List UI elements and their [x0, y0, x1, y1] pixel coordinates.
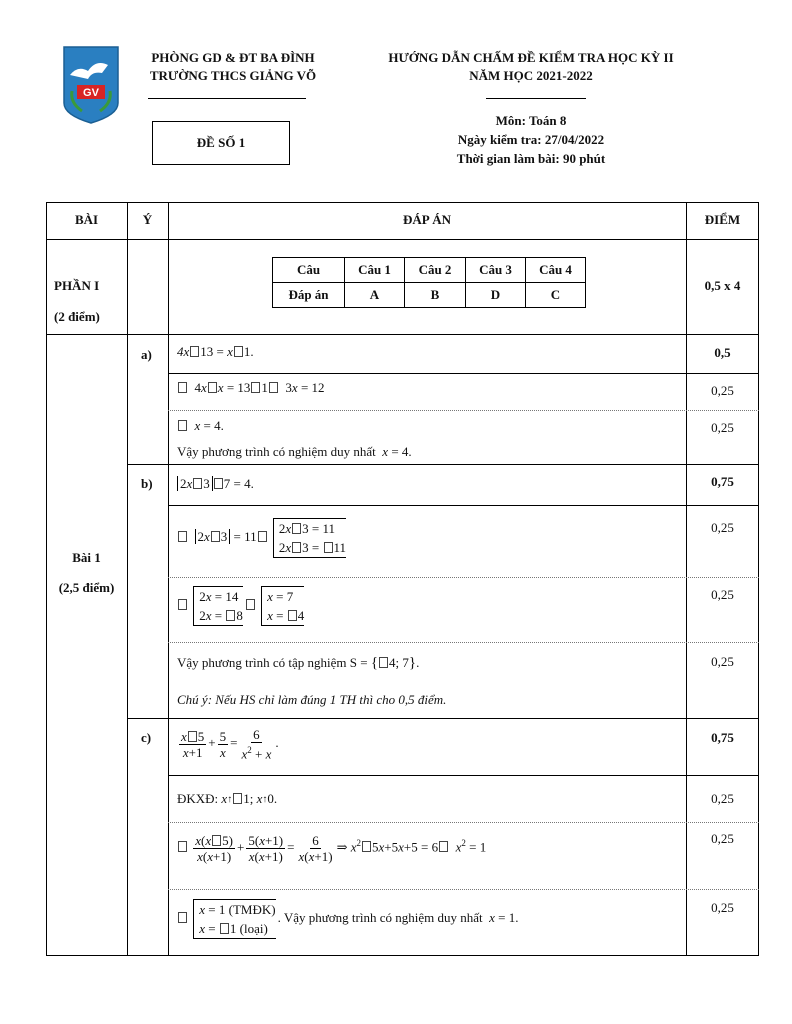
step-c1: $\frac{x(x 5)}{x(x+1)}$ + $\frac{5(x+1)}{x(x+1)}$ = $\frac{6}{x(x+1)}$ ⇒ $x^2$ 5x+5x+5 = 6 $x^2 = 1$ — [177, 833, 486, 864]
table-row — [273, 258, 586, 283]
step-c2: x = 1 (TMĐK) x = 1 (loại) . Vậy phương trình có nghiệm duy nhất x = 1. — [177, 899, 518, 939]
answer-cell: A — [345, 283, 405, 308]
score-cell: 0,25 — [711, 654, 734, 669]
bai1-title: Bài 1 — [72, 550, 101, 565]
note-b: Chú ý: Nếu HS chỉ làm đúng 1 TH thì cho 0,5 điểm. — [177, 692, 447, 707]
answer-row-label: Câu — [273, 258, 345, 283]
part1-answer-table — [272, 257, 586, 308]
answer-cell: B — [405, 283, 466, 308]
dkxd-c: ĐKXĐ: x↑ 1; x↑0. — [177, 791, 278, 806]
score-cell: 0,25 — [711, 383, 734, 398]
score-cell: 0,25 — [711, 520, 734, 535]
part1-points: (2 điểm) — [54, 309, 100, 324]
score-cell: 0,25 — [711, 420, 734, 435]
conclusion-a-text: Vậy phương trình có nghiệm duy nhất — [177, 444, 376, 459]
header-y: Ý — [142, 212, 153, 227]
part1-row-divider — [46, 334, 759, 335]
part1-score: 0,5 x 4 — [704, 278, 741, 293]
exam-duration: Thời gian làm bài: 90 phút — [456, 151, 606, 166]
department-name: PHÒNG GD & ĐT BA ĐÌNH — [151, 50, 315, 65]
row-divider — [168, 775, 759, 776]
conclusion-c-text: . Vậy phương trình có nghiệm duy nhất — [277, 909, 483, 925]
exam-code-box — [152, 121, 290, 165]
score-cell: 0,25 — [711, 791, 734, 806]
tmdk-label: (TMĐK) — [228, 902, 276, 917]
question-cell: Câu 1 — [345, 258, 405, 283]
exam-title: HƯỚNG DẪN CHẤM ĐỀ KIỂM TRA HỌC KỲ II — [388, 50, 674, 65]
header-dap-an: ĐÁP ÁN — [402, 212, 452, 227]
section-a-divider — [127, 464, 759, 465]
header-diem: ĐIỂM — [704, 212, 741, 227]
score-cell: 0,25 — [711, 831, 734, 846]
row-divider — [168, 642, 759, 643]
step-a2: x = 4. — [177, 418, 224, 434]
part1-title: PHẦN I — [54, 278, 100, 293]
question-cell: Câu 3 — [466, 258, 526, 283]
row-divider — [168, 505, 759, 506]
question-cell: Câu 2 — [405, 258, 466, 283]
equation-a: 4x 13 = x 1. — [177, 344, 254, 359]
row-divider — [168, 822, 759, 823]
answer-cell: C — [526, 283, 586, 308]
score-cell: 0,25 — [711, 900, 734, 915]
row-divider — [168, 577, 759, 578]
row-divider — [168, 373, 759, 374]
score-cell: 0,5 — [714, 345, 731, 360]
answer-value-label: Đáp án — [273, 283, 345, 308]
score-cell: 0,75 — [711, 730, 734, 745]
header-row-divider — [46, 239, 759, 240]
exam-date: Ngày kiểm tra: 27/04/2022 — [457, 132, 605, 147]
school-year: NĂM HỌC 2021-2022 — [469, 68, 593, 83]
dkxd-label: ĐKXĐ: — [177, 791, 219, 806]
school-name: TRƯỜNG THCS GIẢNG VÕ — [149, 68, 317, 83]
conclusion-b-text: Vậy phương trình có tập nghiệm S = — [177, 655, 368, 670]
conclusion-b: Vậy phương trình có tập nghiệm S = { 4; 7}. — [177, 655, 420, 671]
answer-cell: D — [466, 283, 526, 308]
bai1-points: (2,5 điểm) — [58, 580, 115, 595]
table-row — [273, 283, 586, 308]
subject: Môn: Toán 8 — [495, 113, 567, 128]
equation-b: 2x 3 7 = 4. — [177, 476, 254, 492]
question-cell: Câu 4 — [526, 258, 586, 283]
step-b1: 2x 3 = 11 2x 3 = 11 2x 3 = 11 — [177, 518, 348, 558]
step-a1: 4x x = 13 1 3x = 12 — [177, 380, 325, 396]
header-right-underline — [486, 98, 586, 99]
row-divider — [168, 410, 759, 411]
section-b-divider — [127, 718, 759, 719]
loai-label: (loại) — [239, 921, 268, 936]
conclusion-a: Vậy phương trình có nghiệm duy nhất x = 4. — [177, 444, 412, 459]
step-b2: 2x = 14 2x = 8 x = 7 x = 4 — [177, 586, 306, 626]
exam-code: ĐỀ SỐ 1 — [196, 135, 246, 150]
col-divider-1 — [127, 202, 128, 956]
header-left-underline — [148, 98, 306, 99]
part-c-label: c) — [141, 730, 152, 745]
exam-title-block — [360, 50, 702, 84]
equation-c: $\frac{x 5}{x+1}$ + $\frac{5}{x}$ = $\frac{6}{x^2 + x}$ . — [181, 727, 279, 762]
row-divider — [168, 889, 759, 890]
part-b-label: b) — [141, 476, 153, 491]
exam-info — [420, 111, 642, 168]
header-bai: BÀI — [74, 212, 99, 227]
col-divider-2 — [168, 202, 169, 956]
part-a-label: a) — [141, 347, 152, 362]
logo-lettering: GV — [83, 87, 99, 99]
score-cell: 0,75 — [711, 474, 734, 489]
school-department — [122, 50, 344, 84]
school-logo — [62, 45, 120, 125]
score-cell: 0,25 — [711, 587, 734, 602]
